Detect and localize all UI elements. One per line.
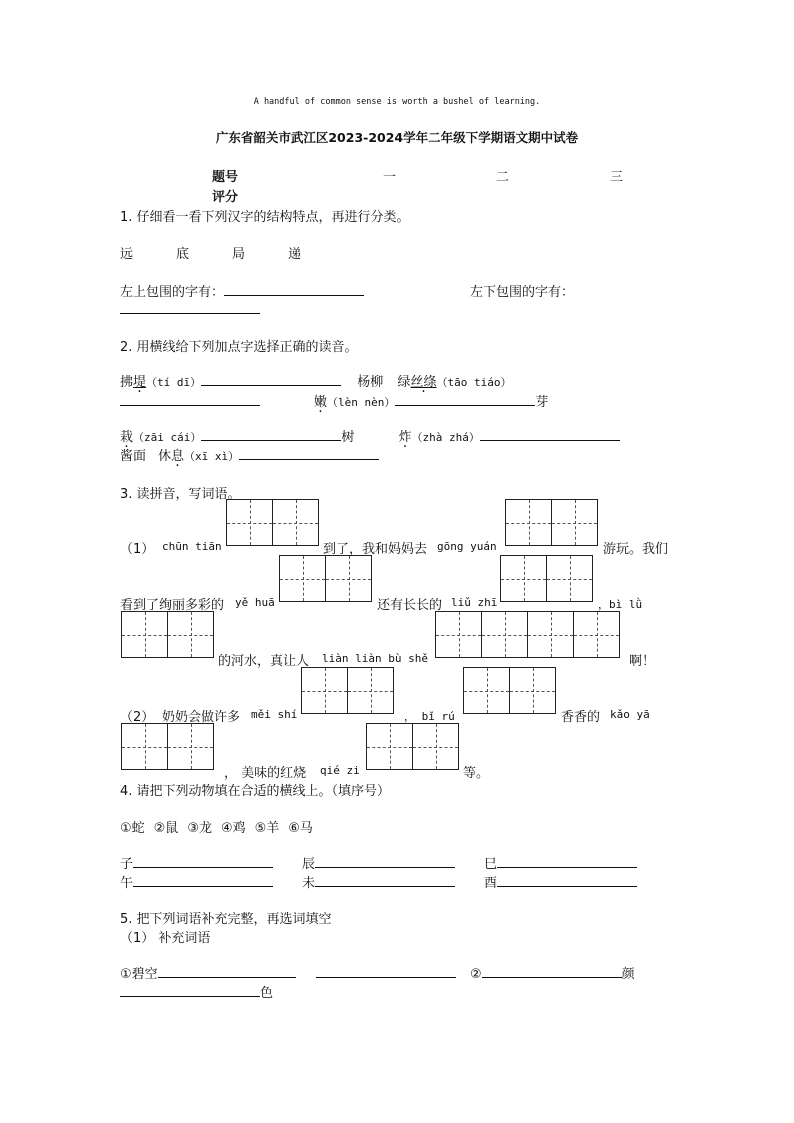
question-1-prompt: 1. 仔细看一看下列汉字的结构特点，再进行分类。 [120,210,410,225]
answer-blank[interactable] [120,299,260,314]
zodiac-label: 午 [120,876,134,891]
writing-grid[interactable] [301,667,393,714]
answer-blank[interactable] [315,872,455,887]
writing-grid[interactable] [463,667,555,714]
zodiac-label: 辰 [302,857,316,872]
answer-blank[interactable] [201,371,341,386]
answer-blank[interactable] [316,963,456,978]
pinyin: ， bǐ rú [404,710,455,723]
writing-grid[interactable] [500,555,592,602]
writing-grid[interactable] [121,723,213,770]
page-title: 广东省韶关市武江区2023-2024学年二年级下学期语文期中试卷 [215,130,579,145]
q5-word: ② [470,967,482,982]
score-table-col: 三 [610,170,624,185]
pinyin: měi shí [251,708,298,721]
q1-char: 局 [232,247,246,262]
q2-line-2: 嫩（lèn nèn） 芽 [120,391,548,410]
q3-text: 等。 [463,766,490,781]
answer-blank[interactable] [133,853,273,868]
writing-grid[interactable] [279,555,371,602]
answer-blank[interactable] [315,853,455,868]
q3-text: 香香的 [561,710,601,725]
zodiac-label: 子 [120,857,134,872]
writing-grid[interactable] [121,611,213,658]
answer-blank[interactable] [497,872,637,887]
score-table-col: 二 [496,170,510,185]
pinyin: kǎo yā [610,708,650,721]
pinyin: liàn liàn bù shě [322,652,428,665]
question-3-prompt: 3. 读拼音，写词语。 [120,487,241,502]
q2-line-1: 拂堤（tí dī） 杨柳 绿丝绦（tāo tiáo） [120,371,511,390]
q5-word: 颜 [621,967,635,982]
writing-grid[interactable] [505,499,597,546]
q3-text: 奶奶会做许多 [162,710,241,725]
motto: A handful of common sense is worth a bushel of learning. [253,97,541,107]
q5-word: 色 [260,986,274,1001]
q3-text: 的河水，真让人 [218,654,310,669]
pinyin: gōng yuán [437,540,497,553]
score-table-row-label: 评分 [212,190,239,205]
score-table-row-label: 题号 [212,170,239,185]
answer-blank[interactable] [120,982,260,997]
answer-blank[interactable] [482,963,622,978]
q3-p2-label: （2） [120,710,155,725]
q5-sub1: （1） 补充词语 [120,931,211,946]
question-5-prompt: 5. 把下列词语补充完整，再选词填空 [120,912,332,927]
pinyin: liǔ zhī [451,596,498,609]
question-4-prompt: 4. 请把下列动物填在合适的横线上。（填序号） [120,784,391,799]
q5-word: ①碧空 [120,967,158,982]
score-table-col: 一 [383,170,397,185]
pinyin: qié zi [320,764,360,777]
question-2-prompt: 2. 用横线给下列加点字选择正确的读音。 [120,340,358,355]
answer-blank[interactable] [239,445,379,460]
q3-text: 啊！ [629,654,656,669]
zodiac-label: 酉 [484,876,498,891]
answer-blank[interactable] [224,281,364,296]
q3-text: 看到了绚丽多彩的 [120,598,225,613]
q2-line-4: 酱面 休息（xī xì） [120,445,379,464]
answer-blank[interactable] [158,963,296,978]
q3-text: 游玩。我们 [603,542,669,557]
zodiac-label: 未 [302,876,316,891]
pinyin: ，bì lǜ [598,598,643,611]
q1-label-a: 左上包围的字有： [120,285,225,300]
answer-blank[interactable] [120,391,260,406]
pinyin: yě huā [235,596,275,609]
answer-blank[interactable] [497,853,637,868]
writing-grid[interactable] [435,611,619,658]
q4-options: ①蛇 ②鼠 ③龙 ④鸡 ⑤羊 ⑥马 [120,821,313,836]
q2-line-3: 栽（zāi cái） 树 炸（zhà zhá） [120,426,620,445]
q1-char: 递 [288,247,302,262]
writing-grid[interactable] [366,723,458,770]
q1-char: 底 [176,247,190,262]
q1-label-b: 左下包围的字有： [470,285,575,300]
writing-grid[interactable] [226,499,318,546]
answer-blank[interactable] [201,426,341,441]
answer-blank[interactable] [133,872,273,887]
q1-char: 远 [120,247,134,262]
pinyin: chūn tiān [162,540,222,553]
q3-text: 还有长长的 [377,598,443,613]
answer-blank[interactable] [480,426,620,441]
q3-text: 到了，我和妈妈去 [323,542,428,557]
q3-p1-label: （1） [120,542,155,557]
answer-blank[interactable] [395,391,535,406]
q3-text: ， 美味的红烧 [224,766,307,781]
zodiac-label: 巳 [484,857,498,872]
